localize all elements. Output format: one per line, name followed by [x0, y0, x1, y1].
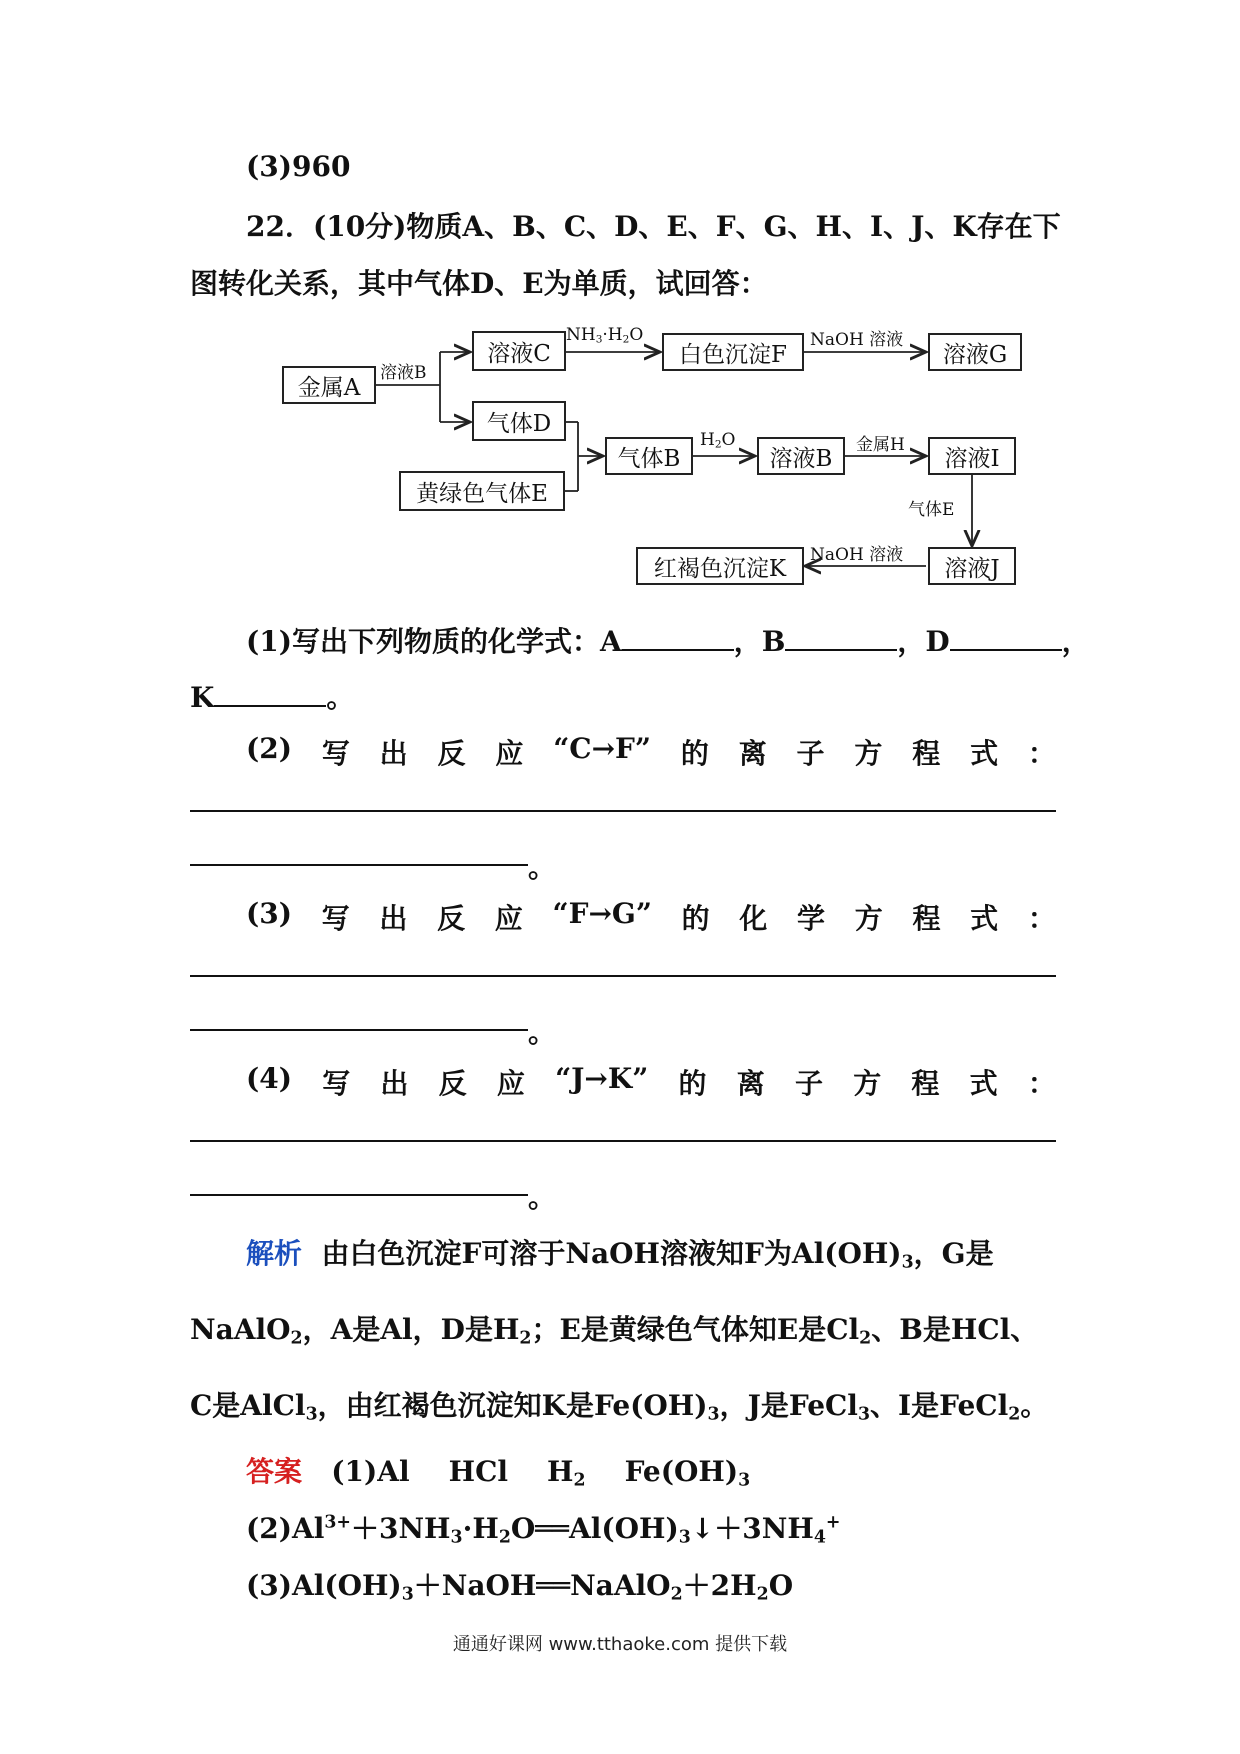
answer-line-2a[interactable] [190, 810, 1056, 812]
answer-equation-3: $(3)Al(OH)_3+NaOH══NaAlO_2+2H_2O$ [246, 1569, 794, 1605]
diagram-connectors [0, 0, 1240, 620]
box-red-brown-precipitate-k: 红褐色沉淀K [636, 547, 804, 585]
previous-answer: (3)960 [246, 150, 351, 183]
period-4: 。 [528, 1181, 557, 1214]
analysis-line1: 解析 由白色沉淀F可溶于NaOH溶液知F为$Al(OH)_3$，G是 [246, 1237, 994, 1273]
label-solution-b: 溶液B [380, 363, 427, 383]
label-naoh-solution-1: NaOH 溶液 [810, 330, 904, 350]
analysis-label: 解析 [246, 1237, 303, 1270]
answer-line-3b[interactable] [190, 1029, 528, 1031]
subquestion-1-line2: K 。 [190, 681, 355, 714]
box-metal-a: 金属A [282, 366, 376, 404]
period-3: 。 [528, 1016, 557, 1049]
answer-line1: 答案 (1)Al HCl $H_2$ $Fe(OH)_3$ [246, 1455, 751, 1491]
label-h2o: $H_2O$ [700, 430, 736, 451]
blank-b[interactable] [785, 625, 897, 651]
question-stem-line2: 图转化关系，其中气体D、E为单质，试回答： [190, 267, 768, 300]
box-solution-g: 溶液G [928, 333, 1022, 371]
box-gas-b: 气体B [605, 437, 693, 475]
answer-label: 答案 [246, 1455, 303, 1488]
answer-line-4b[interactable] [190, 1194, 528, 1196]
box-yellow-green-gas-e: 黄绿色气体E [399, 471, 565, 511]
period-2: 。 [528, 851, 557, 884]
answer-equation-2: $(2)Al^{3+}+3NH_3\cdot H_2O══Al(OH)_3↓+3NH_4^+$ [246, 1512, 841, 1548]
answer-line-2b[interactable] [190, 864, 528, 866]
answer-line-3a[interactable] [190, 975, 1056, 977]
subquestion-4-prompt: (4) 写 出 反 应 “J→K” 的 离 子 方 程 式 ： [246, 1062, 1056, 1100]
blank-k[interactable] [214, 681, 326, 707]
subquestion-1-line1: (1)写出下列物质的化学式：A ，B ，D ， [246, 625, 1090, 658]
subquestion-3-prompt: (3) 写 出 反 应 “F→G” 的 化 学 方 程 式 ： [246, 897, 1056, 935]
subquestion-2-prompt: (2) 写 出 反 应 “C→F” 的 离 子 方 程 式 ： [246, 732, 1056, 770]
analysis-line2: NaAlO$_2$，A是Al，D是$H_2$；E是黄绿色气体知E是$Cl_2$、B是HCl、 [190, 1313, 1039, 1349]
box-solution-b: 溶液B [757, 437, 845, 475]
label-gas-e: 气体E [908, 500, 955, 520]
box-solution-c: 溶液C [472, 331, 566, 371]
box-gas-d: 气体D [472, 401, 566, 441]
analysis-line3: C是AlCl$_3$，由红褐色沉淀知K是$Fe(OH)_3$，J是FeCl$_3$、I是FeCl$_2$。 [190, 1389, 1049, 1425]
blank-a[interactable] [622, 625, 734, 651]
label-metal-h: 金属H [856, 435, 905, 455]
box-solution-j: 溶液J [928, 547, 1016, 585]
label-nh3-h2o: $NH_3\cdot H_2O$ [566, 325, 644, 346]
blank-d[interactable] [950, 625, 1062, 651]
label-naoh-solution-2: NaOH 溶液 [810, 545, 904, 565]
footer-source: 通通好课网 www.tthaoke.com 提供下载 [452, 1634, 788, 1655]
box-solution-i: 溶液I [928, 437, 1016, 475]
answer-line-4a[interactable] [190, 1140, 1056, 1142]
question-stem-line1: 22．(10分)物质A、B、C、D、E、F、G、H、I、J、K存在下 [246, 210, 1061, 243]
box-white-precipitate-f: 白色沉淀F [662, 333, 804, 371]
